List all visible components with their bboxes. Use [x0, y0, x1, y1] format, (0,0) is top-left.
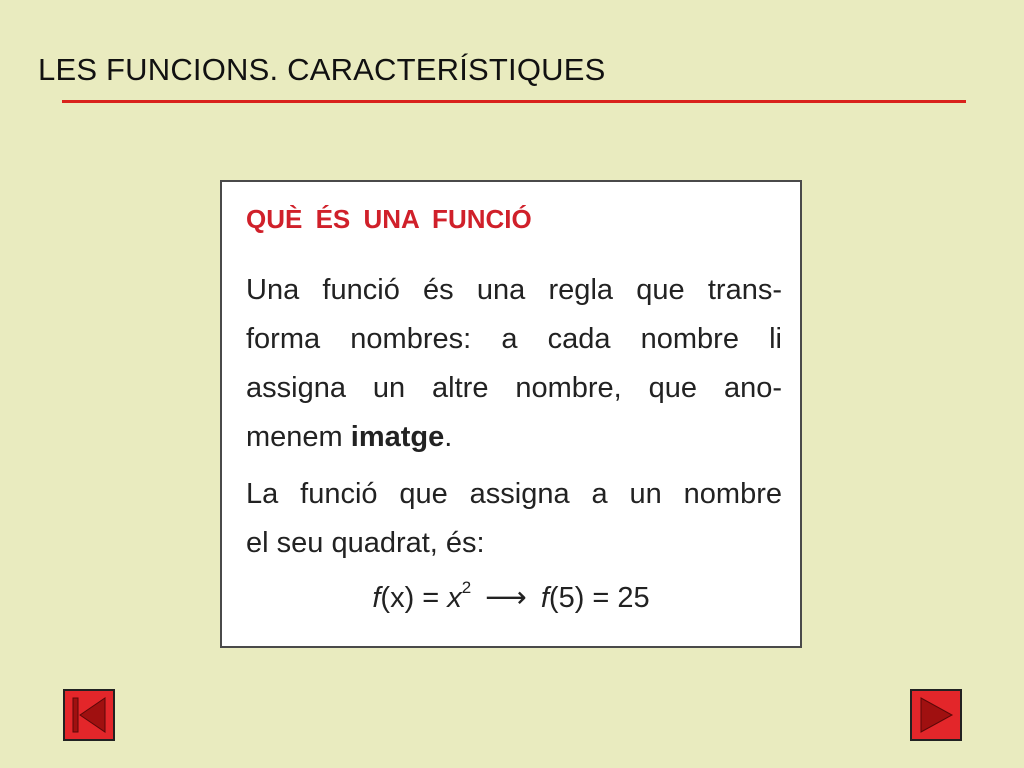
definition-line-3: assigna un altre nombre, que ano-: [246, 372, 782, 404]
formula-result-f: f: [540, 582, 549, 614]
box-heading: QUÈ ÉS UNA FUNCIÓ: [246, 204, 532, 234]
definition-line-4: [246, 413, 782, 462]
formula-f: f: [372, 582, 381, 614]
example-text: [246, 470, 782, 568]
example-line-2: el seu quadrat, és:: [246, 527, 485, 559]
arrow-icon: ⟶: [485, 582, 527, 614]
next-slide-icon: [912, 691, 960, 739]
formula-equals: =: [414, 582, 448, 614]
square-function-formula: [222, 580, 800, 615]
definition-line-4-start: menem: [246, 421, 351, 453]
slide-title: LES FUNCIONS. CARACTERÍSTIQUES: [38, 52, 606, 87]
first-slide-button[interactable]: [63, 689, 115, 741]
formula-x: x: [447, 582, 462, 614]
formula-result: (5) = 25: [548, 582, 650, 614]
title-underline: [62, 100, 966, 103]
definition-text: [246, 266, 782, 568]
formula-arg: (x): [380, 582, 415, 614]
first-slide-icon: [65, 691, 113, 739]
next-slide-button[interactable]: [910, 689, 962, 741]
definition-box: [220, 180, 802, 648]
imatge-term: imatge: [350, 421, 445, 453]
formula-exponent: 2: [461, 578, 472, 597]
example-line-1: La funció que assigna a un nombre: [246, 478, 782, 510]
definition-line-4-end: .: [444, 421, 453, 453]
definition-line-2: forma nombres: a cada nombre li: [246, 323, 782, 355]
definition-line-1: Una funció és una regla que trans-: [246, 274, 782, 306]
